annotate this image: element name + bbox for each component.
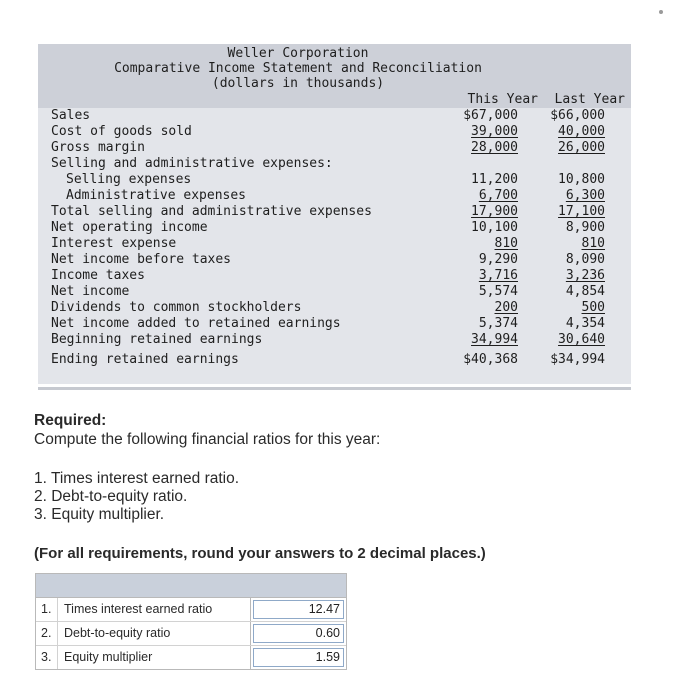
row-last-year: 30,640 bbox=[558, 332, 605, 347]
answer-table bbox=[35, 573, 347, 670]
row-label: Income taxes bbox=[51, 268, 145, 283]
row-label: Net operating income bbox=[51, 220, 208, 235]
rounding-note: (For all requirements, round your answers to 2 decimal places.) bbox=[34, 545, 486, 562]
answer-label: Equity multiplier bbox=[58, 646, 251, 669]
row-last-year: 8,090 bbox=[565, 252, 605, 267]
row-label: Sales bbox=[51, 108, 91, 123]
row-last-year: 500 bbox=[581, 300, 605, 315]
answer-number: 1. bbox=[36, 598, 58, 621]
statement-units: (dollars in thousands) bbox=[211, 76, 385, 91]
row-this-year: 5,574 bbox=[478, 284, 518, 299]
row-last-year: 40,000 bbox=[558, 124, 605, 139]
debt-to-equity-input[interactable]: 0.60 bbox=[253, 624, 344, 643]
row-this-year: 9,290 bbox=[478, 252, 518, 267]
decorative-dot bbox=[659, 10, 663, 14]
answer-number: 2. bbox=[36, 622, 58, 645]
answer-table-header bbox=[36, 574, 346, 598]
row-this-year: 17,900 bbox=[471, 204, 518, 219]
answer-label: Times interest earned ratio bbox=[58, 598, 251, 621]
row-last-year: 3,236 bbox=[565, 268, 605, 283]
row-last-year: 810 bbox=[581, 236, 605, 251]
row-label: Total selling and administrative expenses bbox=[51, 204, 372, 219]
row-last-year: 4,854 bbox=[565, 284, 605, 299]
question-prompt: Compute the following financial ratios for this year: bbox=[34, 431, 381, 448]
row-this-year: 10,100 bbox=[471, 220, 518, 235]
row-label: Beginning retained earnings bbox=[51, 332, 263, 347]
row-last-year: $66,000 bbox=[550, 108, 605, 123]
row-this-year: 6,700 bbox=[478, 188, 518, 203]
row-label: Dividends to common stockholders bbox=[51, 300, 302, 315]
row-label: Net income added to retained earnings bbox=[51, 316, 341, 331]
row-label: Administrative expenses bbox=[66, 188, 247, 203]
row-last-year: $34,994 bbox=[550, 352, 605, 367]
row-last-year: 8,900 bbox=[565, 220, 605, 235]
row-this-year: $67,000 bbox=[463, 108, 518, 123]
row-last-year: 17,100 bbox=[558, 204, 605, 219]
answer-row bbox=[36, 646, 346, 669]
question-item: 2. Debt-to-equity ratio. bbox=[34, 488, 188, 505]
column-header-last-year: Last Year bbox=[554, 92, 625, 107]
row-last-year: 10,800 bbox=[558, 172, 605, 187]
row-last-year: 4,354 bbox=[565, 316, 605, 331]
row-label: Selling expenses bbox=[66, 172, 192, 187]
statement-bottom-rule bbox=[38, 387, 631, 390]
times-interest-earned-input[interactable]: 12.47 bbox=[253, 600, 344, 619]
row-this-year: 3,716 bbox=[478, 268, 518, 283]
statement-subtitle: Comparative Income Statement and Reconciliation bbox=[114, 61, 482, 76]
answer-number: 3. bbox=[36, 646, 58, 669]
row-last-year: 26,000 bbox=[558, 140, 605, 155]
row-this-year: $40,368 bbox=[463, 352, 518, 367]
row-last-year: 6,300 bbox=[565, 188, 605, 203]
row-label: Cost of goods sold bbox=[51, 124, 192, 139]
answer-row bbox=[36, 622, 346, 646]
row-this-year: 200 bbox=[494, 300, 518, 315]
row-this-year: 810 bbox=[494, 236, 518, 251]
row-label: Interest expense bbox=[51, 236, 177, 251]
question-item: 1. Times interest earned ratio. bbox=[34, 470, 240, 487]
required-heading: Required: bbox=[34, 412, 107, 429]
column-header-this-year: This Year bbox=[467, 92, 538, 107]
row-label: Selling and administrative expenses: bbox=[51, 156, 333, 171]
row-this-year: 34,994 bbox=[471, 332, 518, 347]
income-statement bbox=[38, 44, 631, 384]
row-label: Ending retained earnings bbox=[51, 352, 239, 367]
answer-label: Debt-to-equity ratio bbox=[58, 622, 251, 645]
row-this-year: 11,200 bbox=[471, 172, 518, 187]
equity-multiplier-input[interactable]: 1.59 bbox=[253, 648, 344, 667]
row-this-year: 39,000 bbox=[471, 124, 518, 139]
row-label: Net income before taxes bbox=[51, 252, 232, 267]
question-item: 3. Equity multiplier. bbox=[34, 506, 165, 523]
row-label: Gross margin bbox=[51, 140, 145, 155]
row-this-year: 28,000 bbox=[471, 140, 518, 155]
row-label: Net income bbox=[51, 284, 130, 299]
row-this-year: 5,374 bbox=[478, 316, 518, 331]
answer-row bbox=[36, 598, 346, 622]
company-name: Weller Corporation bbox=[227, 46, 369, 61]
